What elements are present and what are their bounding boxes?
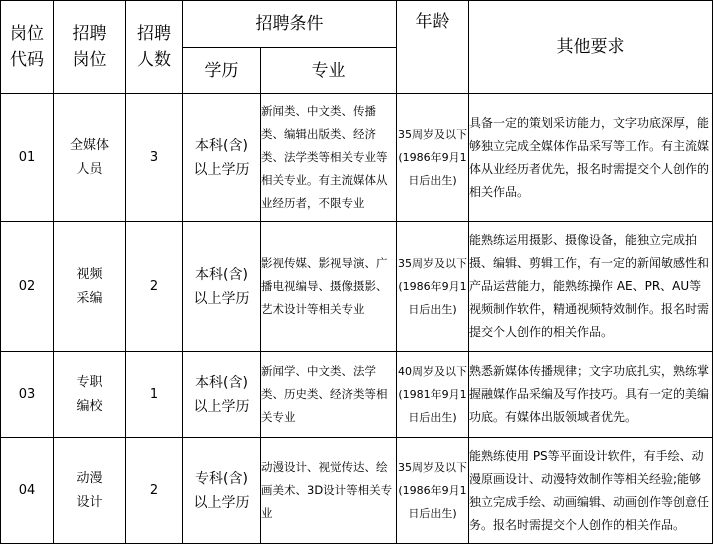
age-requirement: 35周岁及以下(1986年9月1日后出生) [397, 438, 469, 544]
age-requirement: 35周岁及以下(1986年9月1日后出生) [397, 222, 469, 352]
headcount: 2 [126, 438, 183, 544]
education-requirement: 专科(含) 以上学历 [183, 438, 261, 544]
headcount: 1 [126, 352, 183, 438]
header-other-requirements: 其他要求 [469, 1, 713, 94]
headcount: 3 [126, 94, 183, 222]
table-row [1, 438, 713, 544]
header-post-name: 招聘 岗位 [54, 1, 126, 94]
education-requirement: 本科(含) 以上学历 [183, 94, 261, 222]
header-age: 年龄 [397, 1, 469, 94]
post-name: 动漫 设计 [54, 438, 126, 544]
major-requirement: 动漫设计、视觉传达、绘画美术、3D设计等相关专业 [261, 438, 397, 544]
age-requirement: 40周岁及以下(1981年9月1日后出生) [397, 352, 469, 438]
other-requirements: 具备一定的策划采访能力，文字功底深厚，能够独立完成全媒体作品采写等工作。有主流媒体从业经历者优先，报名时需提交个人创作的相关作品。 [469, 94, 713, 222]
age-requirement: 35周岁及以下(1986年9月1日后出生) [397, 94, 469, 222]
education-requirement: 本科(含) 以上学历 [183, 222, 261, 352]
header-headcount: 招聘 人数 [126, 1, 183, 94]
header-education: 学历 [183, 48, 261, 94]
post-name: 视频 采编 [54, 222, 126, 352]
header-major: 专业 [261, 48, 397, 94]
major-requirement: 新闻类、中文类、传播类、编辑出版类、经济类、法学类等相关专业等相关专业。有主流媒体从业经历者，不限专业 [261, 94, 397, 222]
post-code: 03 [1, 352, 54, 438]
education-requirement: 本科(含) 以上学历 [183, 352, 261, 438]
major-requirement: 新闻学、中文类、法学类、历史类、经济类等相关专业 [261, 352, 397, 438]
table-row [1, 94, 713, 222]
header-conditions: 招聘条件 [183, 1, 397, 48]
other-requirements: 熟悉新媒体传播规律；文字功底扎实，熟练掌握融媒作品采编及写作技巧。具有一定的美编功底。有媒体出版领域者优先。 [469, 352, 713, 438]
post-name: 全媒体 人员 [54, 94, 126, 222]
other-requirements: 能熟练使用 PS等平面设计软件，有手绘、动漫原画设计、动漫特效制作等相关经验;能够独立完成手绘、动画编辑、动画创作等创意任务。报名时需提交个人创作的相关作品。 [469, 438, 713, 544]
post-code: 01 [1, 94, 54, 222]
headcount: 2 [126, 222, 183, 352]
post-code: 02 [1, 222, 54, 352]
other-requirements: 能熟练运用摄影、摄像设备，能独立完成拍摄、编辑、剪辑工作，有一定的新闻敏感性和产品运营能力，能熟练操作 AE、PR、AU等视频制作软件，精通视频特效制作。报名时需提交个人创作的相关作品。 [469, 222, 713, 352]
post-name: 专职 编校 [54, 352, 126, 438]
header-post-code: 岗位 代码 [1, 1, 54, 94]
post-code: 04 [1, 438, 54, 544]
table-row [1, 222, 713, 352]
table-row [1, 352, 713, 438]
major-requirement: 影视传媒、影视导演、广播电视编导、摄像摄影、艺术设计等相关专业 [261, 222, 397, 352]
